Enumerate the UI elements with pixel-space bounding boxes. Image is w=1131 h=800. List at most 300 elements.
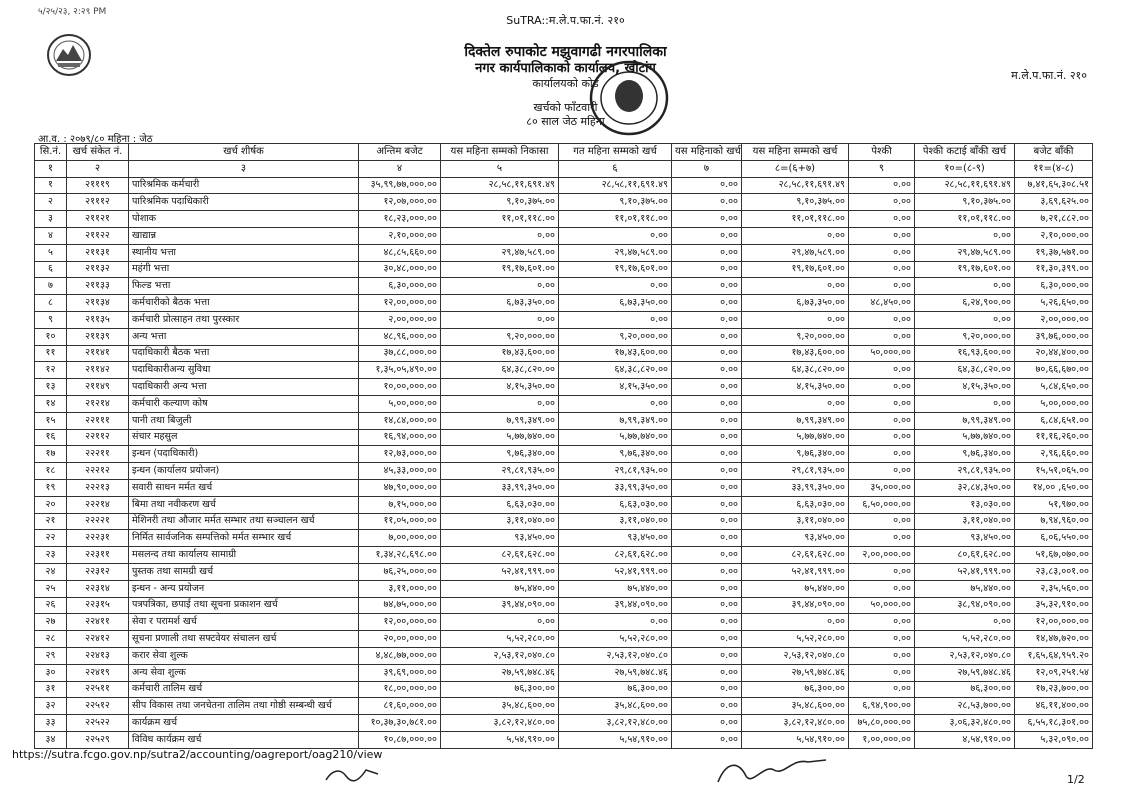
table-cell: ३५,९९,७७,०००.०० xyxy=(359,177,441,194)
table-row xyxy=(35,345,1093,362)
table-cell: ०.०० xyxy=(672,395,742,412)
table-cell: ३,११,०४०.०० xyxy=(559,513,672,530)
column-header: यस महिना सम्मको निकासा xyxy=(441,144,559,161)
table-cell: ०.०० xyxy=(672,647,742,664)
table-cell: २९,४७,५८९.०० xyxy=(559,244,672,261)
column-header: यस महिना सम्मको खर्च xyxy=(742,144,849,161)
column-number: ७ xyxy=(672,160,742,177)
table-cell: १,३५,०५,४९०.०० xyxy=(359,362,441,379)
table-cell: ५,५४,९१०.०० xyxy=(441,731,559,748)
table-cell: १६,९३,६००.०० xyxy=(915,345,1015,362)
table-row xyxy=(35,261,1093,278)
table-cell: २९,८१,९३५.०० xyxy=(915,463,1015,480)
table-cell: २,५३,१२,०४०.८० xyxy=(559,647,672,664)
table-cell: ०.०० xyxy=(915,614,1015,631)
table-cell: पुस्तक तथा सामग्री खर्च xyxy=(129,563,359,580)
table-cell: १२,०९,२५१.५४ xyxy=(1015,664,1093,681)
table-cell: ०.०० xyxy=(672,731,742,748)
table-cell: १९,३७,५७१.०० xyxy=(1015,244,1093,261)
table-cell: खाद्यान्न xyxy=(129,227,359,244)
table-cell: अन्य भत्ता xyxy=(129,328,359,345)
table-cell: ०.०० xyxy=(849,261,915,278)
table-cell: ३,११,०४०.०० xyxy=(742,513,849,530)
table-cell: १९,१७,६०१.०० xyxy=(915,261,1015,278)
table-row xyxy=(35,597,1093,614)
table-cell: मसलन्द तथा कार्यालय सामाग्री xyxy=(129,547,359,564)
table-cell: कार्यक्रम खर्च xyxy=(129,715,359,732)
table-cell: १९ xyxy=(35,479,67,496)
table-cell: महंगी भत्ता xyxy=(129,261,359,278)
table-cell: २६ xyxy=(35,597,67,614)
table-cell: ०.०० xyxy=(672,311,742,328)
table-cell: ४,१५,३५०.०० xyxy=(915,379,1015,396)
column-header: सि.नं. xyxy=(35,144,67,161)
print-timestamp: ५/२५/२३, २:२९ PM xyxy=(38,7,107,17)
table-cell: ७६,३००.०० xyxy=(559,681,672,698)
table-row xyxy=(35,328,1093,345)
table-cell: २२४१९ xyxy=(67,664,129,681)
table-cell: ०.०० xyxy=(441,278,559,295)
table-cell: ३५,४८,६००.०० xyxy=(441,698,559,715)
table-cell: ९३,४५०.०० xyxy=(559,530,672,547)
table-cell: ०.०० xyxy=(849,379,915,396)
table-row xyxy=(35,362,1093,379)
table-cell: २११३३ xyxy=(67,278,129,295)
table-cell: ०.०० xyxy=(672,597,742,614)
table-cell: २५ xyxy=(35,580,67,597)
table-cell: ९ xyxy=(35,311,67,328)
table-cell: २२ xyxy=(35,530,67,547)
table-cell: १७ xyxy=(35,446,67,463)
table-cell: ०.०० xyxy=(672,362,742,379)
column-number: ८=(६+७) xyxy=(742,160,849,177)
table-cell: १०,३७,३०,७८१.०० xyxy=(359,715,441,732)
table-cell: ६,६३,०३०.०० xyxy=(559,496,672,513)
table-cell: १२,००,०००.०० xyxy=(1015,614,1093,631)
table-cell: २९,८१,९३५.०० xyxy=(742,463,849,480)
table-cell: २,००,०००.०० xyxy=(1015,311,1093,328)
table-cell: ३३,९९,३५०.०० xyxy=(559,479,672,496)
table-cell: ३,११,०४०.०० xyxy=(915,513,1015,530)
table-cell: ५०,०००.०० xyxy=(849,345,915,362)
table-cell: ७,००,०००.०० xyxy=(359,530,441,547)
table-cell: १६,९४,०००.०० xyxy=(359,429,441,446)
table-cell: २९,४७,५८९.०० xyxy=(742,244,849,261)
table-cell: २० xyxy=(35,496,67,513)
table-row xyxy=(35,211,1093,228)
table-row xyxy=(35,647,1093,664)
table-cell: ०.०० xyxy=(849,395,915,412)
table-cell: ३५,४८,६००.०० xyxy=(742,698,849,715)
table-body xyxy=(35,177,1093,748)
table-row xyxy=(35,614,1093,631)
table-cell: ५२,४१,९९९.०० xyxy=(559,563,672,580)
table-cell: ३,११,०४०.०० xyxy=(441,513,559,530)
table-cell: ०.०० xyxy=(672,177,742,194)
table-cell: ३९,४४,०९०.०० xyxy=(441,597,559,614)
table-cell: ४८,४५०.०० xyxy=(849,295,915,312)
fiscal-period: ८० साल जेठ महिना xyxy=(526,115,605,128)
report-title: खर्चको फाँटवारी xyxy=(533,101,598,114)
office-name: नगर कार्यपालिकाको कार्यालय, खोटांग xyxy=(475,61,656,76)
table-cell: ८ xyxy=(35,295,67,312)
table-cell: कर्मचारी तालिम खर्च xyxy=(129,681,359,698)
table-cell: ९,१०,३७५.०० xyxy=(559,194,672,211)
table-cell: ५,००,०००.०० xyxy=(359,395,441,412)
table-cell: १४,८४,०००.०० xyxy=(359,412,441,429)
table-cell: ०.०० xyxy=(672,580,742,597)
table-cell: २९,४७,५८९.०० xyxy=(441,244,559,261)
table-cell: २२२१४ xyxy=(67,496,129,513)
column-header: पेश्की xyxy=(849,144,915,161)
table-cell: ८२,६१,६२८.०० xyxy=(559,547,672,564)
table-cell: २,९६,६६०.०० xyxy=(1015,446,1093,463)
table-cell: २२२१३ xyxy=(67,479,129,496)
signature-icon xyxy=(712,752,832,792)
table-cell: १२ xyxy=(35,362,67,379)
table-cell: ०.०० xyxy=(849,664,915,681)
column-number: ९ xyxy=(849,160,915,177)
table-cell: ९,७६,३४०.०० xyxy=(441,446,559,463)
table-cell: कर्मचारी प्रोत्साहन तथा पुरस्कार xyxy=(129,311,359,328)
column-number: १ xyxy=(35,160,67,177)
column-header: पेश्की कटाई बाँकी खर्च xyxy=(915,144,1015,161)
table-cell: ०.०० xyxy=(559,278,672,295)
table-cell: सेवा र परामर्श खर्च xyxy=(129,614,359,631)
table-cell: १८,२३,०००.०० xyxy=(359,211,441,228)
table-cell: ०.०० xyxy=(672,547,742,564)
table-cell: २७,५९,७४८.४६ xyxy=(915,664,1015,681)
table-cell: २२५१२ xyxy=(67,698,129,715)
table-cell: ४६,११,४००.०० xyxy=(1015,698,1093,715)
table-row xyxy=(35,311,1093,328)
table-cell: ५,२६,६५०.०० xyxy=(1015,295,1093,312)
table-cell: ०.०० xyxy=(915,311,1015,328)
table-cell: ६,०६,५५०.०० xyxy=(1015,530,1093,547)
table-cell: १४ xyxy=(35,395,67,412)
table-cell: ९३,४५०.०० xyxy=(742,530,849,547)
table-cell: ०.०० xyxy=(849,311,915,328)
table-cell: ०.०० xyxy=(672,261,742,278)
table-cell: १,३४,२८,६९८.०० xyxy=(359,547,441,564)
table-row xyxy=(35,496,1093,513)
table-cell: इन्धन - अन्य प्रयोजन xyxy=(129,580,359,597)
table-cell: ५,७७,७४०.०० xyxy=(915,429,1015,446)
table-cell: १०,००,०००.०० xyxy=(359,379,441,396)
table-cell: २,००,०००.०० xyxy=(359,311,441,328)
table-cell: सूचना प्रणाली तथा सफ्टवेयर संचालन खर्च xyxy=(129,631,359,648)
table-cell: ७,९९,३४९.०० xyxy=(559,412,672,429)
table-cell: ११,०५,०००.०० xyxy=(359,513,441,530)
table-cell: पोशाक xyxy=(129,211,359,228)
table-cell: १३,०३०.०० xyxy=(915,496,1015,513)
table-cell: ७,१५,०००.०० xyxy=(359,496,441,513)
table-row xyxy=(35,513,1093,530)
table-cell: १७,४३,६००.०० xyxy=(559,345,672,362)
table-cell: ४,१५,३५०.०० xyxy=(441,379,559,396)
table-cell: १७,४३,६००.०० xyxy=(441,345,559,362)
table-row xyxy=(35,446,1093,463)
table-cell: २९,८१,९३५.०० xyxy=(441,463,559,480)
table-cell: २२३१४ xyxy=(67,580,129,597)
table-cell: ५२,४१,९९९.०० xyxy=(742,563,849,580)
table-cell: २,१०,०००.०० xyxy=(359,227,441,244)
table-cell: २९,४७,५८९.०० xyxy=(915,244,1015,261)
table-cell: २२१११ xyxy=(67,412,129,429)
column-number: ४ xyxy=(359,160,441,177)
table-cell: ३९,६९,०००.०० xyxy=(359,664,441,681)
table-cell: ५०,०००.०० xyxy=(849,597,915,614)
table-cell: ३०,४८,०००.०० xyxy=(359,261,441,278)
table-cell: ०.०० xyxy=(672,563,742,580)
table-cell: मेशिनरी तथा औजार मर्मत सम्भार तथा सञ्चालन खर्च xyxy=(129,513,359,530)
column-header: यस महिनाको खर्च xyxy=(672,144,742,161)
table-cell: २११२२ xyxy=(67,227,129,244)
table-cell: ३३,९९,३५०.०० xyxy=(742,479,849,496)
table-cell: ०.०० xyxy=(849,530,915,547)
table-cell: ४५,३३,०००.०० xyxy=(359,463,441,480)
column-header: गत महिना सम्मको खर्च xyxy=(559,144,672,161)
table-cell: ५ xyxy=(35,244,67,261)
table-row xyxy=(35,177,1093,194)
table-cell: करार सेवा शुल्क xyxy=(129,647,359,664)
table-cell: १२,००,०००.०० xyxy=(359,295,441,312)
form-number: म.ले.प.फा.नं. २१० xyxy=(1011,69,1087,82)
table-cell: ७,९४,९६०.०० xyxy=(1015,513,1093,530)
table-cell: २२५२२ xyxy=(67,715,129,732)
table-cell: २,५३,१२,०४०.८० xyxy=(441,647,559,664)
table-cell: ७,९९,३४९.०० xyxy=(742,412,849,429)
table-cell: ०.०० xyxy=(672,412,742,429)
table-cell: ५,७७,७४०.०० xyxy=(441,429,559,446)
table-cell: ०.०० xyxy=(672,698,742,715)
table-cell: ०.०० xyxy=(559,227,672,244)
table-cell: ०.०० xyxy=(915,227,1015,244)
table-row xyxy=(35,563,1093,580)
table-cell: ६,५०,०००.०० xyxy=(849,496,915,513)
table-cell: ९,७६,३४०.०० xyxy=(915,446,1015,463)
table-cell: ५,५२,२८०.०० xyxy=(915,631,1015,648)
table-cell: २२२२१ xyxy=(67,513,129,530)
table-cell: २४ xyxy=(35,563,67,580)
table-cell: ०.०० xyxy=(559,395,672,412)
table-cell: २२२१२ xyxy=(67,463,129,480)
table-cell: ६,३०,०००.०० xyxy=(359,278,441,295)
table-cell: ०.०० xyxy=(672,278,742,295)
table-cell: २,५३,१२,०४०.८० xyxy=(742,647,849,664)
table-cell: ६,७३,३५०.०० xyxy=(441,295,559,312)
table-cell: ०.०० xyxy=(849,429,915,446)
table-cell: ९,१०,३७५.०० xyxy=(742,194,849,211)
table-cell: २११३१ xyxy=(67,244,129,261)
table-row xyxy=(35,395,1093,412)
table-row xyxy=(35,412,1093,429)
table-cell: १४,०० ,६५०.०० xyxy=(1015,479,1093,496)
table-cell: ०.०० xyxy=(849,631,915,648)
table-cell: २८,५८,११,६९१.४९ xyxy=(559,177,672,194)
table-cell: ९,२०,०००.०० xyxy=(559,328,672,345)
table-row xyxy=(35,580,1093,597)
page-number: 1/2 xyxy=(1067,773,1085,786)
table-cell: ७,४१,६५,३०८.५१ xyxy=(1015,177,1093,194)
table-cell: २२३१५ xyxy=(67,597,129,614)
table-cell: १२,०७,०००.०० xyxy=(359,194,441,211)
table-cell: ९,१०,३७५.०० xyxy=(915,194,1015,211)
table-cell: पारिश्रमिक पदाधिकारी xyxy=(129,194,359,211)
table-cell: २१११२ xyxy=(67,194,129,211)
table-cell: ०.०० xyxy=(849,681,915,698)
table-cell: ०.०० xyxy=(441,614,559,631)
table-cell: १०,८७,०००.०० xyxy=(359,731,441,748)
table-cell: ७६,२५,०००.०० xyxy=(359,563,441,580)
table-cell: ६४,३८,८२०.०० xyxy=(915,362,1015,379)
table-cell: ०.०० xyxy=(441,227,559,244)
table-cell: निर्मित सार्वजनिक सम्पत्तिको मर्मत सम्भार खर्च xyxy=(129,530,359,547)
table-cell: ०.०० xyxy=(849,580,915,597)
table-cell: ११,०१,११८.०० xyxy=(742,211,849,228)
table-cell: ०.०० xyxy=(672,227,742,244)
table-cell: १५ xyxy=(35,412,67,429)
table-cell: ३,११,०००.०० xyxy=(359,580,441,597)
table-cell: ०.०० xyxy=(849,463,915,480)
table-row xyxy=(35,278,1093,295)
table-cell: २९ xyxy=(35,647,67,664)
table-cell: २८,५८,११,६९१.४९ xyxy=(915,177,1015,194)
table-cell: १२,००,०००.०० xyxy=(359,614,441,631)
table-cell: १६ xyxy=(35,429,67,446)
table-cell: ६,५५,१८,३०१.०० xyxy=(1015,715,1093,732)
table-row xyxy=(35,429,1093,446)
table-cell: ४,५४,९१०.०० xyxy=(915,731,1015,748)
table-cell: ११,०१,११८.०० xyxy=(559,211,672,228)
table-cell: ०.०० xyxy=(849,614,915,631)
table-cell: ०.०० xyxy=(672,194,742,211)
table-cell: ६,७३,३५०.०० xyxy=(742,295,849,312)
table-cell: ०.०० xyxy=(849,278,915,295)
table-cell: १० xyxy=(35,328,67,345)
table-row xyxy=(35,530,1093,547)
table-cell: ०.०० xyxy=(849,211,915,228)
table-row xyxy=(35,681,1093,698)
table-cell: २२५११ xyxy=(67,681,129,698)
table-cell: ०.०० xyxy=(672,530,742,547)
table-cell: ४,१५,३५०.०० xyxy=(742,379,849,396)
table-cell: ६,८४,६५१.०० xyxy=(1015,412,1093,429)
source-url: https://sutra.fcgo.gov.np/sutra2/accounting/oagreport/oag210/view xyxy=(12,748,383,761)
table-cell: ४ xyxy=(35,227,67,244)
table-cell: ०.०० xyxy=(849,328,915,345)
table-cell: ९३,४५०.०० xyxy=(441,530,559,547)
table-cell: २,३५,५६०.०० xyxy=(1015,580,1093,597)
table-cell: २०,४४,४००.०० xyxy=(1015,345,1093,362)
table-cell: ६,२४,९००.०० xyxy=(915,295,1015,312)
table-cell: २७,५९,७४८.४६ xyxy=(742,664,849,681)
table-cell: ३२ xyxy=(35,698,67,715)
office-code: कार्यालयको कोड xyxy=(532,77,599,90)
table-cell: ६,६३,०३०.०० xyxy=(742,496,849,513)
table-cell: ११,०१,११८.०० xyxy=(915,211,1015,228)
table-cell: २११४९ xyxy=(67,379,129,396)
table-cell: २८,५३,७००.०० xyxy=(915,698,1015,715)
column-number: ६ xyxy=(559,160,672,177)
table-cell: इन्धन (कार्यालय प्रयोजन) xyxy=(129,463,359,480)
table-cell: ९३,४५०.०० xyxy=(915,530,1015,547)
table-cell: बिमा तथा नवीकरण खर्च xyxy=(129,496,359,513)
table-cell: १,६५,६४,९५९.२० xyxy=(1015,647,1093,664)
expenditure-table xyxy=(34,143,1093,749)
table-cell: २२२११ xyxy=(67,446,129,463)
table-cell: १९,१७,६०१.०० xyxy=(742,261,849,278)
table-cell: ६,७३,३५०.०० xyxy=(559,295,672,312)
table-cell: ५२,४१,९९९.०० xyxy=(915,563,1015,580)
table-cell: ५,५२,२८०.०० xyxy=(742,631,849,648)
table-cell: ३० xyxy=(35,664,67,681)
table-cell: ५,७७,७४०.०० xyxy=(559,429,672,446)
table-cell: ३,८२,१२,४८०.०० xyxy=(742,715,849,732)
table-cell: २७,५९,७४८.४६ xyxy=(441,664,559,681)
table-cell: ४८,८५,६६०.०० xyxy=(359,244,441,261)
table-cell: ०.०० xyxy=(849,513,915,530)
table-cell: २३ xyxy=(35,547,67,564)
system-form-label: SuTRA::म.ले.प.फा.नं. २१० xyxy=(506,14,625,27)
table-cell: ०.०० xyxy=(672,295,742,312)
table-cell: ३,८२,१२,४८०.०० xyxy=(441,715,559,732)
table-row xyxy=(35,194,1093,211)
table-cell: ११,३०,३९९.०० xyxy=(1015,261,1093,278)
table-cell: ६,३०,०००.०० xyxy=(1015,278,1093,295)
table-cell: ३३ xyxy=(35,715,67,732)
table-cell: २२५२९ xyxy=(67,731,129,748)
table-row xyxy=(35,227,1093,244)
table-cell: ६ xyxy=(35,261,67,278)
table-cell: २,५३,१२,०४०.८० xyxy=(915,647,1015,664)
table-cell: २८,५८,११,६९१.४९ xyxy=(441,177,559,194)
table-cell: ६४,३८,८२०.०० xyxy=(441,362,559,379)
table-cell: पदाधिकारी अन्य भत्ता xyxy=(129,379,359,396)
table-cell: ११ xyxy=(35,345,67,362)
column-number: १०=(८-९) xyxy=(915,160,1015,177)
table-cell: २११३२ xyxy=(67,261,129,278)
table-cell: २७,५९,७४८.४६ xyxy=(559,664,672,681)
table-cell: ३५,०००.०० xyxy=(849,479,915,496)
table-cell: ६४,३८,८२०.०० xyxy=(559,362,672,379)
table-cell: ०.०० xyxy=(742,311,849,328)
table-cell: २११३५ xyxy=(67,311,129,328)
table-cell: ०.०० xyxy=(849,446,915,463)
table-row xyxy=(35,731,1093,748)
table-cell: १५,५१,०६५.०० xyxy=(1015,463,1093,480)
table-cell: ०.०० xyxy=(915,278,1015,295)
table-cell: २२३११ xyxy=(67,547,129,564)
table-cell: ०.०० xyxy=(672,614,742,631)
table-cell: ०.०० xyxy=(849,412,915,429)
table-cell: २,००,०००.०० xyxy=(849,547,915,564)
table-cell: ४७,९०,०००.०० xyxy=(359,479,441,496)
table-cell: ०.०० xyxy=(742,614,849,631)
table-cell: ३७,८८,०००.०० xyxy=(359,345,441,362)
table-row xyxy=(35,698,1093,715)
table-cell: १७,४३,६००.०० xyxy=(742,345,849,362)
table-cell: २२११२ xyxy=(67,429,129,446)
table-row xyxy=(35,244,1093,261)
table-cell: ९,७६,३४०.०० xyxy=(559,446,672,463)
table-cell: २७ xyxy=(35,614,67,631)
table-cell: १७,२३,७००.०० xyxy=(1015,681,1093,698)
office-stamp-icon xyxy=(588,58,670,138)
table-cell: ५,५४,९१०.०० xyxy=(742,731,849,748)
table-cell: ०.०० xyxy=(672,211,742,228)
table-cell: पत्रपत्रिका, छपाई तथा सूचना प्रकाशन खर्च xyxy=(129,597,359,614)
